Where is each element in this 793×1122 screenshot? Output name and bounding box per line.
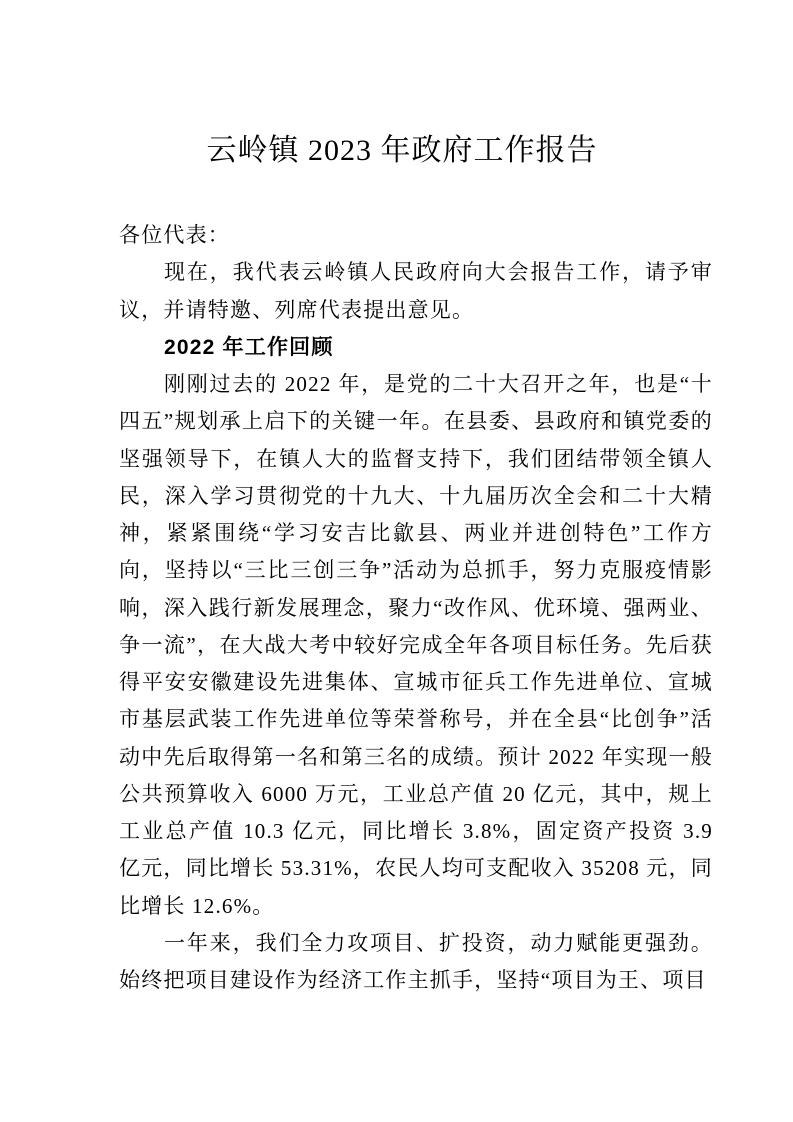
projects-paragraph: 一年来，我们全力攻项目、扩投资，动力赋能更强劲。始终把项目建设作为经济工作主抓手，坚持“项目为王、项目: [119, 930, 713, 992]
review-paragraph: 刚刚过去的 2022 年，是党的二十大召开之年，也是“十四五”规划承上启下的关键一年。在县委、县政府和镇党委的坚强领导下，在镇人大的监督支持下，我们团结带领全镇人民，深入学习贯彻党的十九大、十九届历次全会和二十大精神，紧紧围绕“学习安吉比歙县、两业并进创特色”工作方向，坚持以“三比三创三争”活动为总抓手，努力克服疫情影响，深入践行新发展理念，聚力“改作风、优环境、强两业、争一流”，在大战大考中较好完成全年各项目标任务。先后获得平安安徽建设先进集体、宣城市征兵工作先进单位、宣城市基层武装工作先进单位等荣誉称号，并在全县“比创争”活动中先后取得第一名和第三名的成绩。预计 2022 年实现一般公共预算收入 6000 万元，工业总产值 20 亿元，其中，规上工业总产值 10.3 亿元，同比增长 3.8%，固定资产投资 3.9 亿元，同比增长 53.31%，农民人均可支配收入 35208 元，同比增长 12.6%。: [119, 372, 713, 918]
intro-paragraph: 现在，我代表云岭镇人民政府向大会报告工作，请予审议，并请特邀、列席代表提出意见。: [119, 260, 713, 322]
section-heading-2022-work-review: 2022 年工作回顾: [164, 335, 334, 359]
greeting-line: 各位代表：: [119, 223, 230, 247]
document-content: [119, 0, 713, 999]
document-title: 云岭镇 2023 年政府工作报告: [206, 134, 598, 167]
